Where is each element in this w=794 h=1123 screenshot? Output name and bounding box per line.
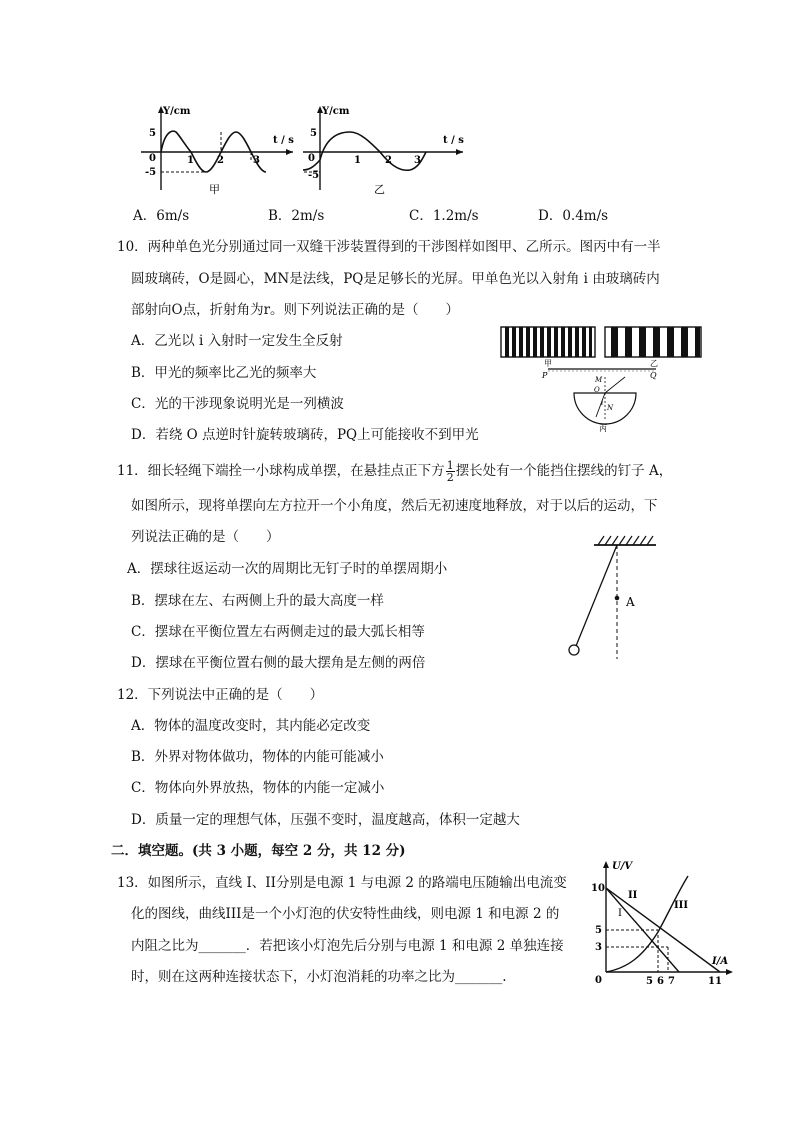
wave-yi-origin: 0 — [308, 153, 315, 164]
q12-option-c: C．物体向外界放热，物体的内能一定减小 — [131, 780, 385, 796]
q13-x-axis-label: I/A — [712, 956, 729, 967]
q13-ui-graph — [588, 856, 738, 988]
q11-fraction — [446, 460, 455, 483]
wave-graph-jia — [133, 100, 303, 198]
q13-tick-i5: 5 — [646, 976, 653, 987]
q10-label-i: i — [601, 399, 604, 407]
section-2-heading: 二．填空题。(共 3 小题，每空 2 分，共 12 分) — [111, 843, 406, 859]
wave-jia-tick-1: 1 — [187, 155, 194, 166]
q11-stem-before-fraction: 11．细长轻绳下端拴一小球构成单摆，在悬挂点正下方 — [117, 463, 445, 479]
q13-stem-line-2: 化的图线，曲线III是一个小灯泡的伏安特性曲线，则电源 1 和电源 2 的 — [131, 906, 560, 922]
wave-jia-caption: 甲 — [209, 183, 220, 196]
q13-tick-3: 3 — [595, 942, 602, 953]
q10-option-d: D．若绕 O 点逆时针旋转玻璃砖，PQ上可能接收不到甲光 — [131, 427, 479, 443]
wave-yi-x-axis-label: t / s — [443, 135, 464, 146]
q11-option-b: B．摆球在左、右两侧上升的最大高度一样 — [131, 593, 384, 609]
wave-jia-x-axis-label: t / s — [273, 135, 294, 146]
q13-stem-line-3: 内阻之比为_______．若把该小灯泡先后分别与电源 1 和电源 2 单独连接 — [131, 938, 564, 954]
q11-option-d: D．摆球在平衡位置右侧的最大摆角是左侧的两倍 — [131, 655, 426, 671]
wave-jia-tick-2: 2 — [217, 155, 224, 166]
q10-label-n: N — [607, 404, 614, 412]
q9-option-b: B．2m/s — [268, 208, 325, 224]
q13-tick-i7: 7 — [668, 976, 675, 987]
q10-label-yi: 乙 — [650, 359, 658, 368]
q9-option-d: D．0.4m/s — [538, 208, 609, 224]
wave-jia-origin: 0 — [149, 153, 156, 164]
q10-option-a: A．乙光以 i 入射时一定发生全反射 — [131, 333, 343, 349]
q10-stem-line-3: 部射向O点，折射角为r。则下列说法正确的是（ ） — [131, 302, 460, 318]
q11-option-a: A．摆球往返运动一次的周期比无钉子时的单摆周期小 — [127, 561, 448, 577]
wave-yi-tick-5: 5 — [310, 128, 317, 139]
q12-option-b: B．外界对物体做功，物体的内能可能减小 — [131, 749, 384, 765]
q10-label-m: M — [595, 376, 603, 384]
q13-label-curve-iii: III — [674, 900, 689, 911]
q11-stem-line-2: 如图所示，现将单摆向左方拉开一个小角度，然后无初速度地释放，对于以后的运动，下 — [131, 498, 658, 514]
wave-jia-tick-3: 3 — [253, 155, 260, 166]
q13-tick-0: 0 — [595, 975, 602, 986]
q10-stem-line-1: 10．两种单色光分别通过同一双缝干涉装置得到的干涉图样如图甲、乙所示。图丙中有一半 — [117, 239, 661, 255]
q11-option-c: C．摆球在平衡位置左右两侧走过的最大弧长相等 — [131, 624, 425, 640]
q12-option-a: A．物体的温度改变时，其内能必定改变 — [131, 718, 371, 734]
q10-label-jia: 甲 — [544, 359, 552, 368]
wave-yi-caption: 乙 — [374, 183, 385, 196]
q10-option-c: C．光的干涉现象说明光是一列横波 — [131, 396, 344, 412]
q9-option-c: C．1.2m/s — [409, 208, 479, 224]
wave-yi-tick-2: 2 — [385, 155, 392, 166]
q11-stem-line-1 — [117, 457, 672, 485]
wave-jia-y-axis-label: Y/cm — [163, 106, 191, 117]
q9-option-a: A．6m/s — [133, 208, 190, 224]
q13-label-line-ii: II — [628, 890, 638, 901]
q13-stem-line-4: 时，则在这两种连接状态下，小灯泡消耗的功率之比为_______. — [131, 969, 507, 985]
q13-tick-5: 5 — [595, 925, 602, 936]
q10-stem-line-2: 圆玻璃砖，O是圆心，MN是法线，PQ是足够长的光屏。甲单色光以入射角 i 由玻璃砖内 — [131, 271, 660, 287]
q13-tick-i6: 6 — [657, 976, 664, 987]
q11-nail-label: A — [626, 595, 635, 609]
wave-yi-y-axis-label: Y/cm — [322, 106, 350, 117]
q10-interference-figure — [500, 325, 720, 433]
wave-yi-tick-3: 3 — [414, 155, 421, 166]
q11-pendulum-figure — [560, 533, 670, 661]
q13-y-axis-label: U/V — [612, 861, 633, 872]
q11-fraction-denominator: 2 — [446, 471, 454, 484]
q12-option-d: D．质量一定的理想气体，压强不变时，温度越高，体积一定越大 — [131, 812, 520, 828]
wave-jia-tick-neg5: -5 — [145, 167, 157, 178]
q12-stem: 12．下列说法中正确的是（ ） — [117, 687, 324, 703]
q10-label-q: Q — [650, 371, 657, 380]
q13-stem-line-1: 13．如图所示，直线 I、II分别是电源 1 与电源 2 的路端电压随输出电流变 — [117, 875, 567, 891]
q11-fraction-numerator: 1 — [446, 459, 454, 472]
q13-tick-10: 10 — [591, 883, 605, 894]
q10-label-p: P — [542, 371, 548, 380]
wave-graph-yi — [298, 100, 473, 198]
q11-stem-after-fraction: 摆长处有一个能挡住摆线的钉子 A， — [455, 463, 673, 479]
wave-jia-tick-5: 5 — [149, 128, 156, 139]
wave-yi-tick-neg5: -5 — [308, 170, 320, 181]
q13-label-line-i: I — [618, 908, 622, 919]
q10-label-o: O — [594, 386, 600, 394]
q10-label-bing: 丙 — [599, 424, 607, 433]
wave-yi-tick-1: 1 — [354, 155, 361, 166]
q10-option-b: B．甲光的频率比乙光的频率大 — [131, 365, 317, 381]
q11-stem-line-3: 列说法正确的是（ ） — [131, 529, 280, 545]
q13-tick-i11: 11 — [708, 976, 722, 987]
